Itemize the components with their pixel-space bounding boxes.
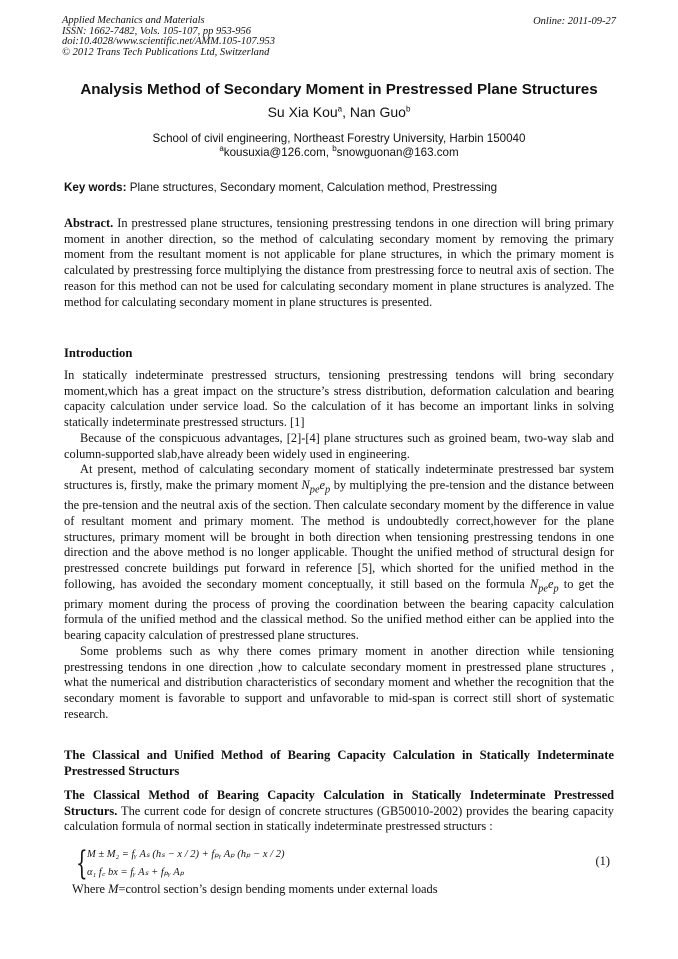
affiliation: School of civil engineering, Northeast Forestry University, Harbin 150040 [152,132,526,145]
equation-line: α₁ f꜀ bx = fᵧ Aₛ + fₚᵧ Aₚ [87,867,185,878]
section-heading-introduction: Introduction [64,346,133,360]
keywords-text: Plane structures, Secondary moment, Calculation method, Prestressing [126,181,498,194]
email-link[interactable]: kousuxia@126.com, [223,146,333,159]
equation-1 [76,843,616,882]
section-heading-classical-unified: The Classical and Unified Method of Bearing Capacity Calculation in Statically Indeterminate Prestressed Structurs [64,748,614,778]
introduction-body [64,368,614,722]
issn-line: ISSN: 1662-7482, Vols. 105-107, pp 953-956 [62,25,251,37]
author-separator: , [342,104,350,120]
email-link[interactable]: snowguonan@163.com [336,146,459,159]
paragraph: At present, method of calculating secondary moment of statically indeterminate prestressed bar system structures is, firstly, make the primary moment $N_{pe}e_p$ by multiplying the pre-tension and the distance between the pre-tension and the neutral axis of the section. Then calculate secondary moment by the difference in value of resultant moment and primary moment. The method is undoubtedly correct,however for the plane structures, primary moment will be brought in both direction when tensioning prestressing tendons in one direction and the above method is no longer applicable. Thought the unified method of structural design for prestressed concrete buildings put forward in reference [5], which shorted for the unified method in the following, has avoided the secondary moment conceptually, it still based on the formula $N_{pe}e_p$ to get the primary moment during the process of proving the coordination between the bearing capacity calculation formula of the unified method and the classical method. So the unified method either can be applied into the bearing capacity calculation of prestressed plane structures. [64,462,614,643]
abstract [64,216,614,310]
subsection-label: The Classical Method of Bearing Capacity Calculation in Statically Indeterminate Prestressed Structurs. [64,788,614,818]
doi-line[interactable]: doi:10.4028/www.scientific.net/AMM.105-107.953 [62,36,275,48]
journal-name: Applied Mechanics and Materials [62,15,205,26]
symbol: M [108,882,119,896]
abstract-text: In prestressed plane structures, tensioning prestressing tendons in one direction will bring primary moment in another direction, so the method of calculating secondary moment by removing the primary moment from the resultant moment is not applicable for plane structures, in which the primary moment is calculated by prestressing force multiplying the distance from prestressing force to neutral axis of section. The reason for this method can not be used for calculating secondary moment in plane structures is analyzed. The method for calculating secondary moment in plane structures is presented. [64,216,614,309]
copyright-line: © 2012 Trans Tech Publications Ltd, Switzerland [62,46,270,58]
author-name: Nan Guo [349,104,406,120]
keywords [64,181,497,194]
equation-line: M ± M₂ = fᵧ Aₛ (hₛ − x / 2) + fₚᵧ Aₚ (hₚ − x / 2) [87,849,285,860]
author-affil-mark: b [405,104,411,114]
equation-number: (1) [595,854,610,868]
abstract-label: Abstract. [64,216,114,230]
paragraph: In statically indeterminate prestressed structurs, tensioning prestressing tendons will bring secondary moment,which has a great impact on the structure’s stress distribution, deformation calculation and bearing capacity calculation under service load. So the calculation of it has become an important links in solving statically indeterminate prestressed structurs. [1] [64,368,614,430]
symbol: $N_{pe}e_p$ [301,477,331,496]
online-date: Online: 2011-09-27 [533,16,616,27]
journal-header [62,16,275,58]
symbol: $N_{pe}e_p$ [529,576,559,595]
paragraph: Because of the conspicuous advantages, [2]-[4] plane structures such as groined beam, two-way slab and column-supported slab,have already been widely used in engineering. [64,430,614,461]
paragraph: Some problems such as why there comes primary moment in another direction while tensioning prestressing tendons in one direction ,how to calculate secondary moment in prestressed plane structures , what the numerical and distribution characteristics of secondary moment and whether the recognition that the secondary moment is favorable to support and unfavorable to mid-span is correct still short of systematic research. [64,643,614,721]
email-line [30,146,648,159]
classical-method-body [64,788,614,835]
author-name: Su Xia Kou [267,104,338,120]
keywords-label: Key words: [64,181,127,194]
email-mark: b [332,144,337,154]
subsection-text: The current code for design of concrete structures (GB50010-2002) provides the bearing capacity calculation formula of normal section in statically indeterminate prestressed structurs : [64,803,614,834]
paper-title: Analysis Method of Secondary Moment in Prestressed Plane Structures [80,81,598,98]
where-clause: Where M=control section’s design bending moments under external loads [72,882,438,896]
equation-brace: { [76,843,88,882]
author-line [30,104,648,120]
email-mark: a [219,144,224,154]
author-affil-mark: a [337,104,343,114]
